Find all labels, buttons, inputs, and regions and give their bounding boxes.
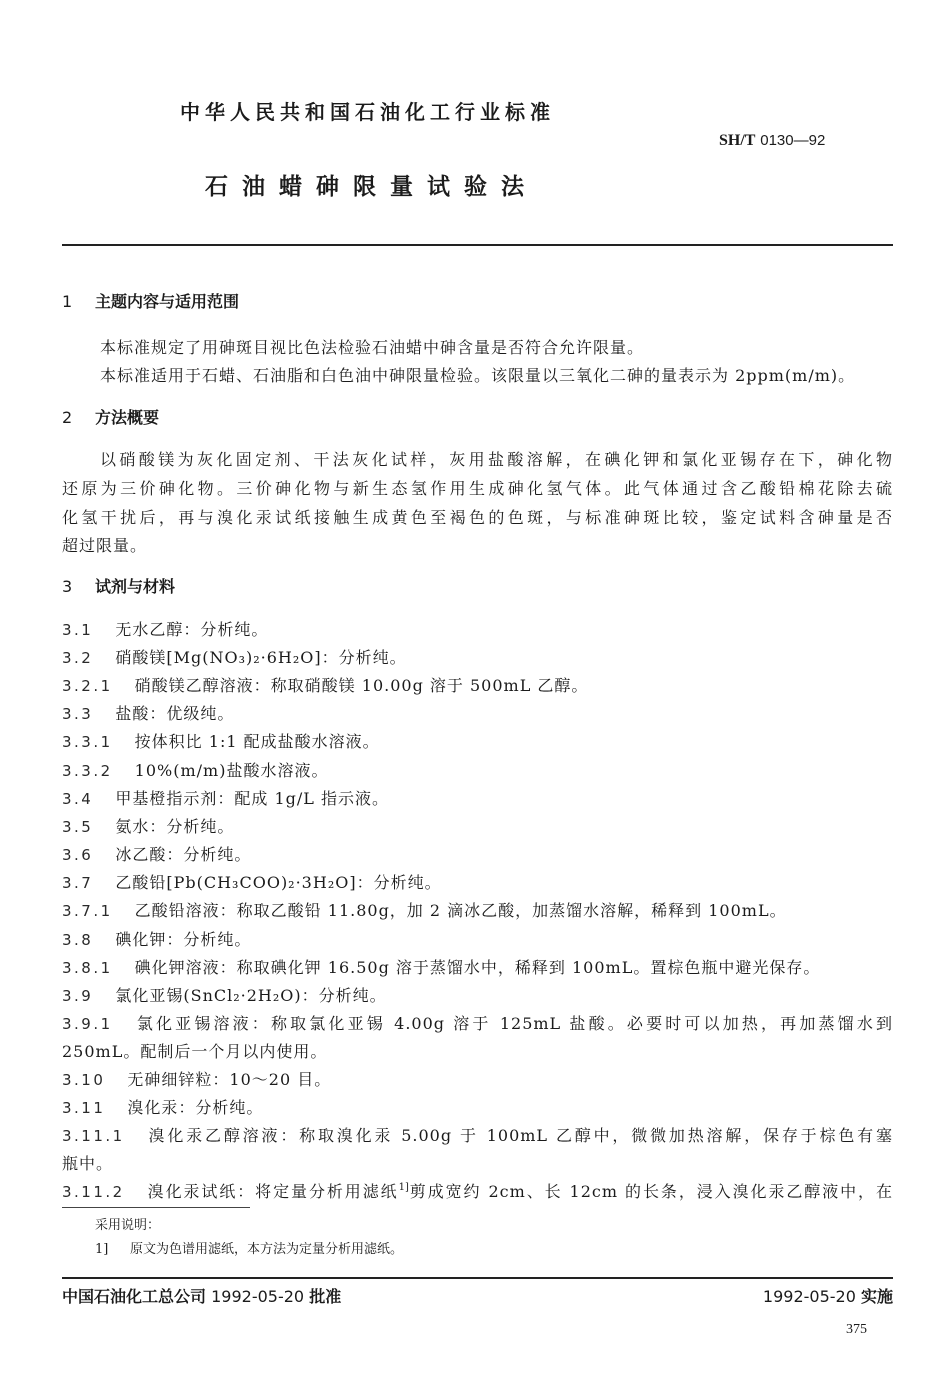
item-number: 3.9 xyxy=(62,987,94,1005)
list-item xyxy=(62,673,893,699)
item-number: 3.7 xyxy=(62,874,94,892)
item-text: 硝酸镁乙醇溶液：称取硝酸镁 10.00g 溶于 500mL 乙醇。 xyxy=(134,676,589,695)
item-text: 乙酸铅[Pb(CH₃COO)₂·3H₂O]：分析纯。 xyxy=(115,873,442,892)
item-text: 氨水：分析纯。 xyxy=(115,817,235,836)
item-number: 3.2 xyxy=(62,649,94,667)
item-number: 3.1 xyxy=(62,621,94,639)
item-number: 3.9.1 xyxy=(62,1015,113,1033)
item-text: 盐酸：优级纯。 xyxy=(115,704,235,723)
list-item-continuation: 瓶中。 xyxy=(62,1154,114,1173)
item-number: 3.11.2 xyxy=(62,1183,125,1201)
effective-date: 1992-05-20 xyxy=(762,1287,856,1306)
effective-line xyxy=(763,1285,893,1309)
list-item xyxy=(62,927,893,953)
paragraph-line: 以硝酸镁为灰化固定剂、干法灰化试样，灰用盐酸溶解，在碘化钾和氯化亚锡存在下，砷化物 xyxy=(100,450,893,469)
approval-line xyxy=(62,1285,341,1309)
item-number: 3.11 xyxy=(62,1099,106,1117)
section-number: 1 xyxy=(62,292,73,311)
item-text: 无水乙醇：分析纯。 xyxy=(115,620,269,639)
item-number: 3.5 xyxy=(62,818,94,836)
paragraph-line: 本标准适用于石蜡、石油脂和白色油中砷限量检验。该限量以三氧化二砷的量表示为 2ppm(m/m)。 xyxy=(100,366,856,385)
standard-category-heading: 中华人民共和国石油化工行业标准 xyxy=(180,100,555,124)
list-item xyxy=(62,701,893,727)
list-item xyxy=(62,1067,893,1093)
item-number: 3.6 xyxy=(62,846,94,864)
section-number: 3 xyxy=(62,577,73,596)
item-text: 溴化汞：分析纯。 xyxy=(127,1098,264,1117)
item-text: 按体积比 1:1 配成盐酸水溶液。 xyxy=(134,732,380,751)
item-number: 3.4 xyxy=(62,790,94,808)
standard-code xyxy=(719,128,825,153)
effective-label: 实施 xyxy=(860,1287,893,1306)
list-item-continuation: 250mL。配制后一个月以内使用。 xyxy=(62,1042,328,1061)
list-item xyxy=(62,1179,893,1205)
item-number: 3.8.1 xyxy=(62,959,113,977)
paragraph-line: 本标准规定了用砷斑目视比色法检验石油蜡中砷含量是否符合允许限量。 xyxy=(100,338,645,357)
item-text: 氯化亚锡溶液：称取氯化亚锡 4.00g 溶于 125mL 盐酸。必要时可以加热，再加蒸馏水到 xyxy=(134,1014,893,1033)
section-heading xyxy=(62,289,239,315)
section-number: 2 xyxy=(62,408,73,427)
footnote xyxy=(95,1240,403,1260)
list-item xyxy=(62,1095,893,1121)
standard-code-number: 0130—92 xyxy=(760,132,826,149)
item-text: 溴化汞乙醇溶液：称取溴化汞 5.00g 于 100mL 乙醇中，微微加热溶解，保存于棕色有塞 xyxy=(146,1126,893,1145)
list-item xyxy=(62,1011,893,1037)
item-text-continued: 剪成宽约 2cm、长 12cm 的长条，浸入溴化汞乙醇液中，在 xyxy=(408,1182,893,1201)
list-item xyxy=(62,955,893,981)
item-text: 冰乙酸：分析纯。 xyxy=(115,845,252,864)
approval-date: 1992-05-20 xyxy=(211,1287,305,1306)
footnote-text: 原文为色谱用滤纸，本方法为定量分析用滤纸。 xyxy=(130,1242,404,1257)
item-number: 3.2.1 xyxy=(62,677,113,695)
item-text: 甲基橙指示剂：配成 1g/L 指示液。 xyxy=(115,789,389,808)
list-item xyxy=(62,870,893,896)
list-item xyxy=(62,758,893,784)
item-number: 3.7.1 xyxy=(62,902,113,920)
list-item xyxy=(62,645,893,671)
item-number: 3.8 xyxy=(62,931,94,949)
item-text: 溴化汞试纸：将定量分析用滤纸 xyxy=(146,1182,399,1201)
item-text: 乙酸铅溶液：称取乙酸铅 11.80g，加 2 滴冰乙酸，加蒸馏水溶解，稀释到 100mL。 xyxy=(134,901,787,920)
item-text: 无砷细锌粒：10～20 目。 xyxy=(127,1070,332,1089)
list-item xyxy=(62,617,893,643)
header-divider xyxy=(62,244,893,246)
item-number: 3.10 xyxy=(62,1071,106,1089)
item-text: 硝酸镁[Mg(NO₃)₂·6H₂O]：分析纯。 xyxy=(115,648,407,667)
footnote-mark: 1] xyxy=(95,1242,109,1257)
document-title: 石油蜡砷限量试验法 xyxy=(205,174,538,200)
item-number: 3.3.1 xyxy=(62,733,113,751)
list-item xyxy=(62,786,893,812)
standard-code-prefix: SH/T xyxy=(719,132,756,149)
section-title: 主题内容与适用范围 xyxy=(95,292,240,311)
footer-divider xyxy=(62,1277,893,1279)
approval-label: 批准 xyxy=(309,1287,342,1306)
item-text: 碘化钾：分析纯。 xyxy=(115,930,252,949)
item-number: 3.3 xyxy=(62,705,94,723)
paragraph-line: 超过限量。 xyxy=(62,536,148,555)
list-item xyxy=(62,814,893,840)
item-text: 10%(m/m)盐酸水溶液。 xyxy=(134,761,329,780)
item-text: 氯化亚锡(SnCl₂·2H₂O)：分析纯。 xyxy=(115,986,387,1005)
list-item xyxy=(62,898,893,924)
list-item xyxy=(62,1123,893,1149)
section-heading xyxy=(62,574,175,600)
footnote-divider xyxy=(62,1207,250,1208)
issuer: 中国石油化工总公司 xyxy=(62,1287,207,1306)
item-text: 碘化钾溶液：称取碘化钾 16.50g 溶于蒸馏水中，稀释到 100mL。置棕色瓶中避光保存。 xyxy=(134,958,821,977)
footnote-reference: 1] xyxy=(398,1182,409,1193)
paragraph-line: 还原为三价砷化物。三价砷化物与新生态氢作用生成砷化氢气体。此气体通过含乙酸铅棉花除去硫 xyxy=(62,479,893,498)
list-item xyxy=(62,729,893,755)
section-title: 方法概要 xyxy=(95,408,160,427)
footnote-heading: 采用说明： xyxy=(95,1218,161,1233)
list-item xyxy=(62,842,893,868)
section-heading xyxy=(62,405,159,431)
item-number: 3.3.2 xyxy=(62,762,113,780)
list-item xyxy=(62,983,893,1009)
item-number: 3.11.1 xyxy=(62,1127,125,1145)
paragraph-line: 化氢干扰后，再与溴化汞试纸接触生成黄色至褐色的色斑，与标准砷斑比较，鉴定试料含砷量是否 xyxy=(62,508,893,527)
section-title: 试剂与材料 xyxy=(95,577,176,596)
page-number: 375 xyxy=(846,1322,867,1337)
